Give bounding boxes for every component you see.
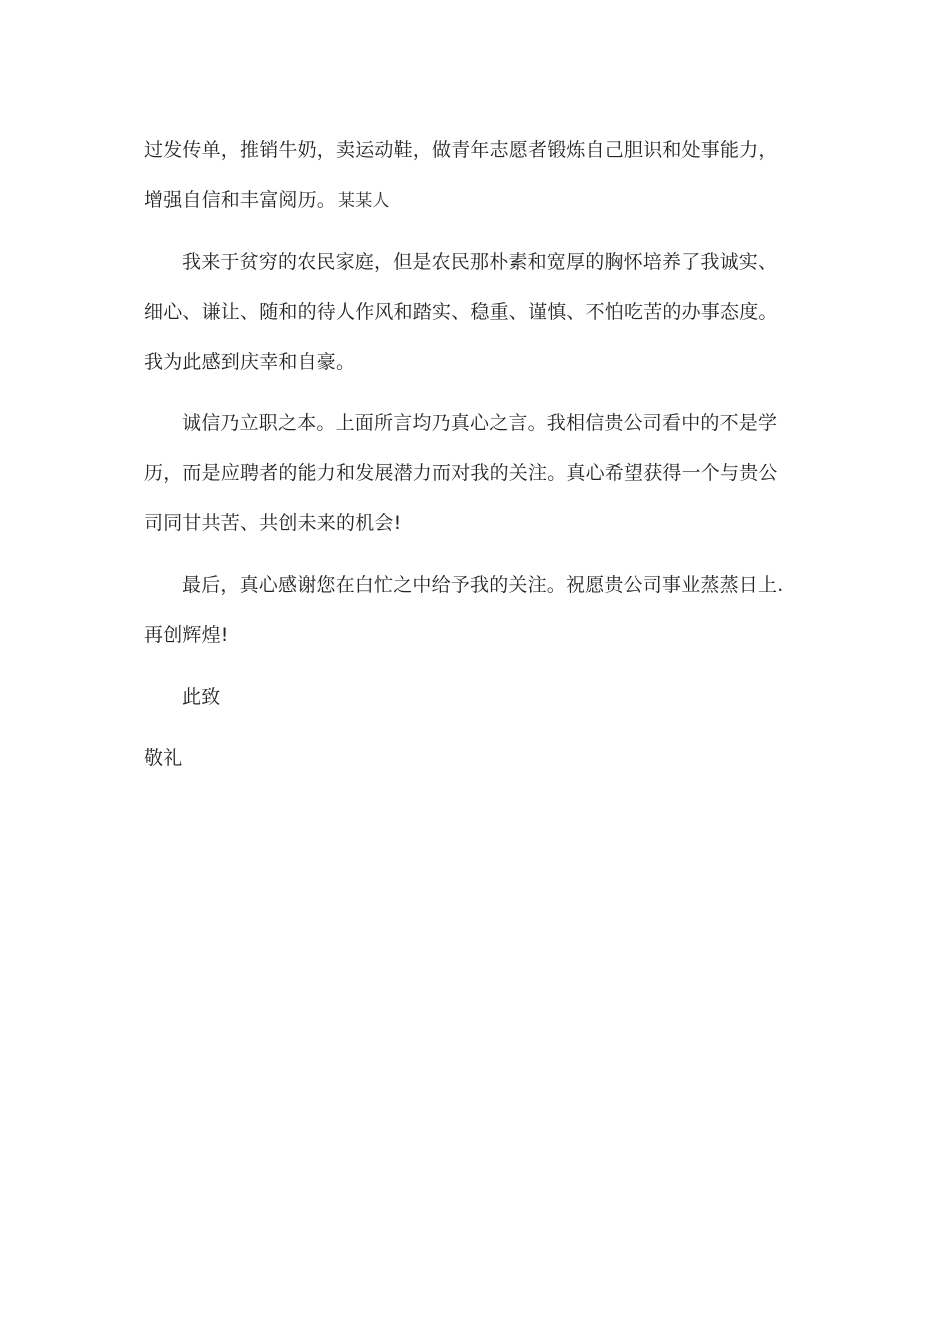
author-name: 某某人: [338, 191, 390, 211]
paragraph-3-line-1: 诚信乃立职之本。上面所言均乃真心之言。我相信贵公司看中的不是学: [182, 412, 778, 434]
paragraph-3-line-3: 司同甘共苦、共创未来的机会!: [144, 512, 402, 534]
paragraph-1-line-2: [144, 188, 390, 213]
paragraph-1-line-2-text: 增强自信和丰富阅历。: [144, 189, 337, 211]
paragraph-1-line-1: 过发传单，推销牛奶，卖运动鞋，做青年志愿者锻炼自己胆识和处事能力，: [144, 139, 778, 161]
paragraph-2-line-1: 我来于贫穷的农民家庭，但是农民那朴素和宽厚的胸怀培养了我诚实、: [182, 251, 778, 273]
paragraph-4-line-2: 再创辉煌!: [144, 624, 229, 646]
closing-salutation: 此致: [182, 686, 221, 708]
closing-regards: 敬礼: [144, 747, 183, 769]
paragraph-2-line-2: 细心、谦让、随和的待人作风和踏实、稳重、谨慎、不怕吃苦的办事态度。: [144, 301, 778, 323]
paragraph-4-line-1: 最后，真心感谢您在白忙之中给予我的关注。祝愿贵公司事业蒸蒸日上.: [182, 574, 784, 596]
paragraph-3-line-2: 历，而是应聘者的能力和发展潜力而对我的关注。真心希望获得一个与贵公: [144, 462, 778, 484]
paragraph-2-line-3: 我为此感到庆幸和自豪。: [144, 351, 356, 373]
